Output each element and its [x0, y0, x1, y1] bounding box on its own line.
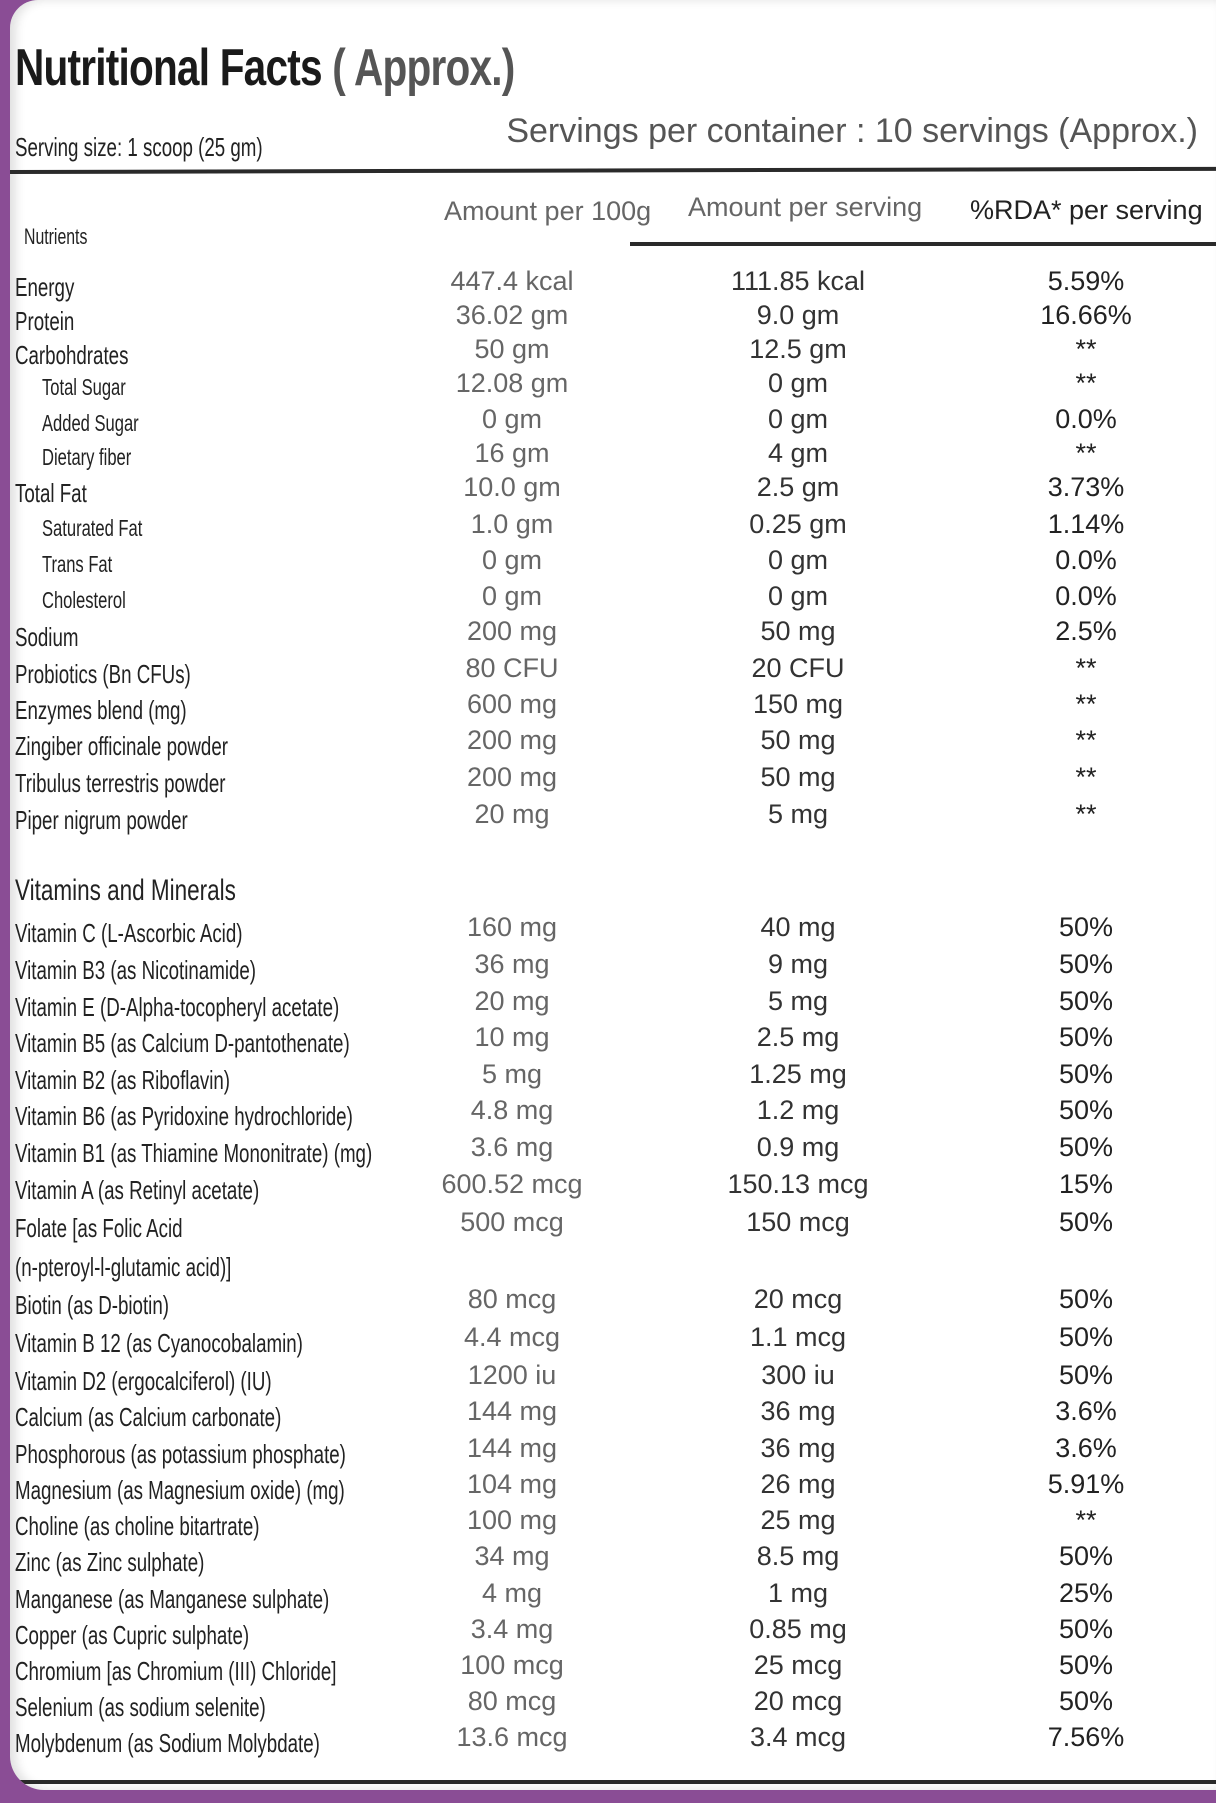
table-row: [10, 1396, 1216, 1436]
table-row: [10, 616, 1216, 656]
col-header-per-100g: Amount per 100g: [444, 196, 652, 226]
amount-per-100g: 4.4 mcg: [463, 1322, 561, 1352]
nutrient-name: Dietary fiber: [42, 444, 132, 470]
amount-per-100g: 200 mg: [466, 725, 558, 755]
amount-per-serving: 300 iu: [761, 1360, 835, 1390]
page-title: [15, 38, 514, 98]
amount-per-serving: 1 mg: [767, 1578, 829, 1608]
amount-per-serving: 9 mg: [767, 949, 829, 979]
nutrient-name: Vitamin B6 (as Pyridoxine hydrochloride): [15, 1101, 353, 1131]
amount-per-100g: 80 CFU: [465, 653, 559, 683]
table-row: [10, 1095, 1216, 1135]
amount-per-100g: 34 mg: [474, 1541, 550, 1571]
amount-per-serving: 25 mg: [760, 1505, 836, 1535]
amount-per-100g: 0 gm: [481, 545, 543, 575]
amount-per-100g: 16 gm: [474, 438, 550, 468]
nutrient-name: Vitamin B 12 (as Cyanocobalamin): [15, 1328, 303, 1358]
table-row: [10, 1322, 1216, 1362]
amount-per-100g: 20 mg: [474, 799, 550, 829]
amount-per-serving: 50 mg: [760, 725, 836, 755]
table-row: [10, 986, 1216, 1026]
rda-per-serving: 1.14%: [1047, 509, 1125, 539]
table-row: [10, 1059, 1216, 1099]
rda-per-serving: 0.0%: [1055, 545, 1117, 575]
nutrient-name: Folate [as Folic Acid: [15, 1213, 183, 1243]
nutrient-name: Vitamin D2 (ergocalciferol) (IU): [15, 1366, 272, 1396]
amount-per-serving: 40 mg: [760, 912, 836, 942]
table-row: [10, 762, 1216, 802]
amount-per-100g: 20 mg: [474, 986, 550, 1016]
rda-per-serving: 0.0%: [1055, 404, 1117, 434]
rda-per-serving: 5.59%: [1047, 266, 1125, 296]
amount-per-100g: 160 mg: [466, 912, 558, 942]
amount-per-100g: 4 mg: [481, 1578, 543, 1608]
amount-per-serving: 0 gm: [767, 404, 829, 434]
nutrient-name: Zingiber officinale powder: [15, 731, 228, 761]
rda-per-serving: 50%: [1058, 1059, 1114, 1089]
amount-per-100g: 1200 iu: [467, 1360, 557, 1390]
rda-per-serving: **: [1075, 368, 1097, 398]
rda-per-serving: 50%: [1058, 1207, 1114, 1237]
amount-per-serving: 0 gm: [767, 545, 829, 575]
nutrient-name: Magnesium (as Magnesium oxide) (mg): [15, 1475, 345, 1505]
section-heading-vitamins: Vitamins and Minerals: [15, 874, 236, 907]
nutrient-name: Manganese (as Manganese sulphate): [15, 1584, 330, 1614]
table-row: [10, 545, 1216, 585]
nutrient-name: Molybdenum (as Sodium Molybdate): [15, 1728, 320, 1758]
amount-per-serving: 0 gm: [767, 368, 829, 398]
amount-per-100g: 13.6 mcg: [456, 1722, 568, 1752]
nutrient-name: Chromium [as Chromium (III) Chloride]: [15, 1656, 337, 1686]
rda-per-serving: **: [1075, 689, 1097, 719]
amount-per-serving: 2.5 mg: [756, 1022, 840, 1052]
amount-per-serving: 25 mcg: [753, 1650, 843, 1680]
table-row: [10, 1686, 1216, 1726]
table-row: [10, 689, 1216, 729]
rda-per-serving: 50%: [1058, 1686, 1114, 1716]
nutrient-name: Cholesterol: [42, 587, 126, 613]
rda-per-serving: 5.91%: [1047, 1469, 1125, 1499]
rda-per-serving: 50%: [1058, 1614, 1114, 1644]
amount-per-100g: 3.4 mg: [470, 1614, 554, 1644]
rda-per-serving: 50%: [1058, 1322, 1114, 1352]
amount-per-serving: 4 gm: [767, 438, 829, 468]
nutrient-name: (n-pteroyl-l-glutamic acid)]: [15, 1252, 232, 1282]
amount-per-100g: 104 mg: [466, 1469, 558, 1499]
table-row: [10, 1578, 1216, 1618]
col-header-rda: %RDA* per serving: [970, 195, 1203, 225]
table-row: [10, 949, 1216, 989]
nutrient-name: Copper (as Cupric sulphate): [15, 1620, 250, 1650]
table-row: [10, 1284, 1216, 1324]
rda-per-serving: **: [1075, 725, 1097, 755]
amount-per-serving: 20 CFU: [751, 653, 845, 683]
nutrient-name: Saturated Fat: [42, 515, 143, 541]
rda-per-serving: **: [1075, 653, 1097, 683]
nutrient-name: Protein: [15, 306, 75, 336]
nutrient-name: Biotin (as D-biotin): [15, 1290, 169, 1320]
amount-per-serving: 1.2 mg: [756, 1095, 840, 1125]
amount-per-100g: 80 mcg: [467, 1284, 557, 1314]
title-approx: ( Approx.): [332, 39, 515, 97]
amount-per-serving: 5 mg: [767, 986, 829, 1016]
amount-per-serving: 0.25 gm: [749, 509, 847, 539]
table-row: [10, 1433, 1216, 1473]
amount-per-100g: 447.4 kcal: [450, 266, 574, 296]
amount-per-100g: 10 mg: [474, 1022, 550, 1052]
nutrient-name: Phosphorous (as potassium phosphate): [15, 1439, 346, 1469]
amount-per-serving: 150.13 mcg: [727, 1169, 869, 1199]
table-row: [10, 1169, 1216, 1209]
rda-per-serving: **: [1075, 1505, 1097, 1535]
amount-per-serving: 12.5 gm: [749, 334, 847, 364]
amount-per-100g: 200 mg: [466, 762, 558, 792]
nutrient-name: Added Sugar: [42, 410, 139, 436]
amount-per-100g: 10.0 gm: [463, 472, 561, 502]
amount-per-serving: 3.4 mcg: [749, 1722, 847, 1752]
amount-per-serving: 20 mcg: [753, 1284, 843, 1314]
nutrient-name: Vitamin A (as Retinyl acetate): [15, 1175, 260, 1205]
nutrient-name: Sodium: [15, 622, 79, 652]
amount-per-100g: 36.02 gm: [455, 300, 569, 330]
rda-per-serving: 15%: [1058, 1169, 1114, 1199]
amount-per-100g: 0 gm: [481, 404, 543, 434]
amount-per-100g: 36 mg: [474, 949, 550, 979]
amount-per-100g: 500 mcg: [460, 1207, 564, 1237]
col-header-nutrients: Nutrients: [24, 224, 88, 249]
amount-per-100g: 144 mg: [466, 1433, 558, 1463]
nutrient-name: Calcium (as Calcium carbonate): [15, 1402, 282, 1432]
table-row: [10, 1469, 1216, 1509]
amount-per-100g: 3.6 mg: [470, 1132, 554, 1162]
rda-per-serving: 25%: [1058, 1578, 1114, 1608]
nutrient-name: Zinc (as Zinc sulphate): [15, 1547, 205, 1577]
nutrient-name: Selenium (as sodium selenite): [15, 1692, 266, 1722]
nutrient-name: Vitamin E (D-Alpha-tocopheryl acetate): [15, 992, 340, 1022]
nutrient-name: Vitamin B1 (as Thiamine Mononitrate) (mg): [15, 1138, 373, 1168]
table-row: [10, 1614, 1216, 1654]
amount-per-serving: 50 mg: [760, 616, 836, 646]
amount-per-100g: 600.52 mcg: [441, 1169, 583, 1199]
serving-size: Serving size: 1 scoop (25 gm): [15, 132, 263, 162]
rda-per-serving: 50%: [1058, 1132, 1114, 1162]
header-divider: [10, 167, 1216, 174]
amount-per-100g: 600 mg: [466, 689, 558, 719]
amount-per-serving: 0 gm: [767, 581, 829, 611]
nutrient-name: Total Fat: [15, 478, 87, 508]
rda-per-serving: 50%: [1058, 986, 1114, 1016]
nutrient-name: Vitamin B5 (as Calcium D-pantothenate): [15, 1028, 350, 1058]
rda-per-serving: 50%: [1058, 1650, 1114, 1680]
rda-per-serving: 0.0%: [1055, 581, 1117, 611]
col-header-per-serving: Amount per serving: [688, 192, 923, 222]
amount-per-serving: 20 mcg: [753, 1686, 843, 1716]
table-row: [10, 368, 1216, 408]
amount-per-serving: 150 mg: [752, 689, 844, 719]
nutrient-name: Total Sugar: [42, 374, 126, 400]
rda-per-serving: 50%: [1058, 1541, 1114, 1571]
rda-per-serving: 50%: [1058, 949, 1114, 979]
amount-per-serving: 0.85 mg: [749, 1614, 847, 1644]
rda-per-serving: 3.6%: [1055, 1433, 1117, 1463]
servings-per-container: Servings per container : 10 servings (Approx.): [506, 112, 1198, 150]
amount-per-100g: 0 gm: [481, 581, 543, 611]
rda-per-serving: 7.56%: [1047, 1722, 1125, 1752]
rda-per-serving: 16.66%: [1040, 300, 1132, 330]
amount-per-100g: 4.8 mg: [470, 1095, 554, 1125]
amount-per-100g: 100 mcg: [460, 1650, 564, 1680]
nutrient-name: Vitamin C (L-Ascorbic Acid): [15, 918, 243, 948]
amount-per-serving: 150 mcg: [746, 1207, 850, 1237]
table-row: [10, 1132, 1216, 1172]
amount-per-100g: 80 mcg: [467, 1686, 557, 1716]
amount-per-serving: 8.5 mg: [756, 1541, 840, 1571]
rda-per-serving: 50%: [1058, 912, 1114, 942]
nutrient-name: Vitamin B2 (as Riboflavin): [15, 1065, 231, 1095]
table-row: [10, 653, 1216, 693]
table-row: [10, 912, 1216, 952]
rda-per-serving: 50%: [1058, 1095, 1114, 1125]
nutrient-name: Piper nigrum powder: [15, 805, 188, 835]
table-row: [10, 1360, 1216, 1400]
rda-per-serving: **: [1075, 762, 1097, 792]
rda-per-serving: **: [1075, 334, 1097, 364]
nutrition-label: [10, 0, 1216, 1790]
amount-per-serving: 50 mg: [760, 762, 836, 792]
amount-per-serving: 36 mg: [760, 1433, 836, 1463]
table-row: [10, 799, 1216, 839]
table-row: [10, 725, 1216, 765]
amount-per-serving: 2.5 gm: [756, 472, 840, 502]
amount-per-100g: 1.0 gm: [470, 509, 554, 539]
amount-per-100g: 5 mg: [481, 1059, 543, 1089]
table-row: [10, 1650, 1216, 1690]
rda-per-serving: **: [1075, 438, 1097, 468]
nutrient-name: Choline (as choline bitartrate): [15, 1511, 260, 1541]
amount-per-serving: 1.25 mg: [749, 1059, 847, 1089]
table-row: [10, 1541, 1216, 1581]
nutrient-name: Probiotics (Bn CFUs): [15, 659, 191, 689]
amount-per-serving: 111.85 kcal: [730, 266, 866, 296]
table-row: [10, 1207, 1216, 1247]
nutrient-name: Enzymes blend (mg): [15, 695, 187, 725]
table-row: [10, 509, 1216, 549]
table-row: [10, 1722, 1216, 1762]
amount-per-serving: 9.0 gm: [756, 300, 840, 330]
rda-per-serving: 2.5%: [1055, 616, 1117, 646]
amount-per-100g: 144 mg: [466, 1396, 558, 1426]
rda-per-serving: 3.6%: [1055, 1396, 1117, 1426]
table-row: [10, 1252, 1216, 1286]
rda-per-serving: 3.73%: [1047, 472, 1125, 502]
nutrient-name: Trans Fat: [42, 551, 113, 577]
nutrient-name: Energy: [15, 272, 75, 302]
title-main: Nutritional Facts: [15, 39, 322, 97]
nutrient-name: Tribulus terrestris powder: [15, 768, 226, 798]
rda-per-serving: 50%: [1058, 1360, 1114, 1390]
amount-per-serving: 26 mg: [760, 1469, 836, 1499]
rda-per-serving: 50%: [1058, 1022, 1114, 1052]
table-row: [10, 1022, 1216, 1062]
amount-per-serving: 5 mg: [767, 799, 829, 829]
amount-per-serving: 0.9 mg: [756, 1132, 840, 1162]
bottom-divider: [10, 1780, 1216, 1784]
amount-per-100g: 100 mg: [466, 1505, 558, 1535]
amount-per-100g: 12.08 gm: [455, 368, 569, 398]
amount-per-100g: 50 gm: [474, 334, 550, 364]
rda-per-serving: 50%: [1058, 1284, 1114, 1314]
amount-per-serving: 36 mg: [760, 1396, 836, 1426]
nutrient-name: Carbohdrates: [15, 340, 129, 370]
table-row: [10, 1505, 1216, 1545]
amount-per-100g: 200 mg: [466, 616, 558, 646]
amount-per-serving: 1.1 mcg: [749, 1322, 847, 1352]
columns-divider: [630, 242, 1216, 246]
nutrient-name: Vitamin B3 (as Nicotinamide): [15, 955, 257, 985]
rda-per-serving: **: [1075, 799, 1097, 829]
table-row: [10, 472, 1216, 512]
